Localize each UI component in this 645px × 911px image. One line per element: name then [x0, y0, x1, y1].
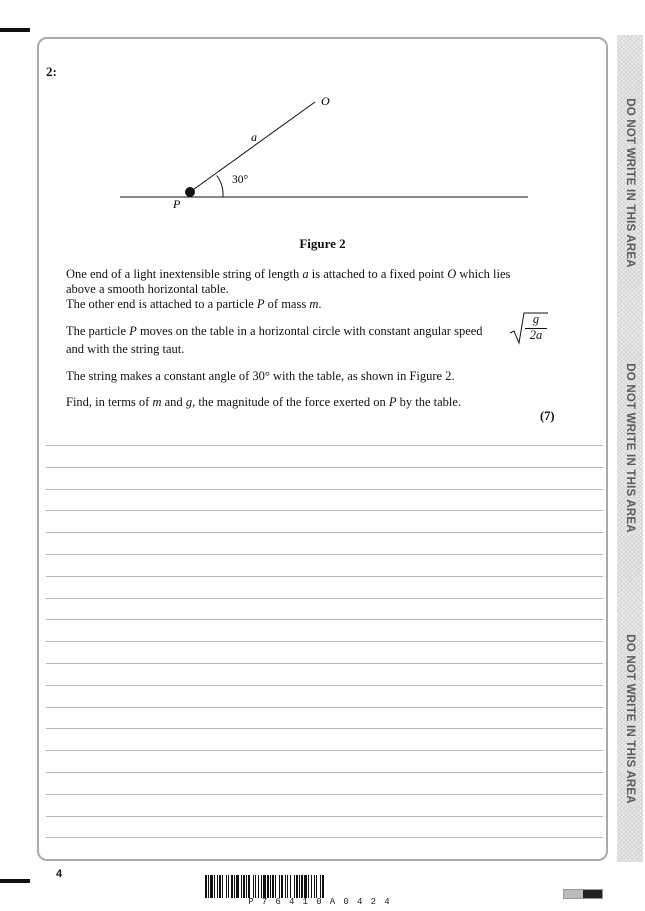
answer-line [46, 750, 603, 772]
answer-line [46, 707, 603, 729]
question-text-line3: The particle P moves on the table in a horizontal circle with constant angular speed [66, 324, 483, 338]
fraction-numerator: g [532, 312, 540, 326]
barcode [205, 875, 441, 898]
answer-area[interactable] [46, 445, 603, 859]
barcode-text: P76410A0424 [248, 897, 398, 907]
question-text-line4: and with the string taut. [66, 342, 185, 356]
answer-line [46, 576, 603, 598]
registration-mark-bottom [0, 879, 30, 883]
figure-caption: Figure 2 [299, 236, 346, 251]
question-number: 2: [46, 64, 57, 79]
answer-line [46, 445, 603, 467]
label-P: P [173, 197, 181, 211]
label-a: a [251, 130, 257, 144]
question-text-line5: The string makes a constant angle of 30° with the table, as shown in Figure 2. [66, 369, 455, 383]
question-text-line1: One end of a light inextensible string of length a is attached to a fixed point O which lies above a smooth horizontal table. [66, 267, 511, 296]
answer-line [46, 554, 603, 576]
page-number: 4 [56, 868, 63, 880]
label-angle: 30° [232, 174, 249, 186]
figure-diagram [110, 85, 540, 220]
angle-arc [217, 176, 223, 198]
marks-allocation: (7) [540, 409, 555, 423]
label-O: O [321, 94, 330, 108]
answer-line [46, 641, 603, 663]
question-text-line6: Find, in terms of m and g, the magnitude of the force exerted on P by the table. [66, 395, 462, 409]
particle-dot [185, 187, 195, 197]
answer-line [46, 816, 603, 838]
answer-line [46, 489, 603, 511]
answer-line [46, 619, 603, 641]
answer-line [46, 598, 603, 620]
answer-line [46, 510, 603, 532]
question-text-line2: The other end is attached to a particle P of mass m. [66, 297, 322, 311]
string-line [190, 102, 315, 192]
answer-line [46, 794, 603, 816]
answer-line [46, 772, 603, 794]
answer-line [46, 728, 603, 750]
page-tracker-marks [563, 889, 603, 899]
registration-mark-top [0, 28, 30, 32]
answer-line [46, 685, 603, 707]
answer-line [46, 663, 603, 685]
answer-line [46, 837, 603, 859]
fraction-denominator: 2a [529, 328, 543, 342]
answer-line [46, 532, 603, 554]
answer-line [46, 467, 603, 489]
